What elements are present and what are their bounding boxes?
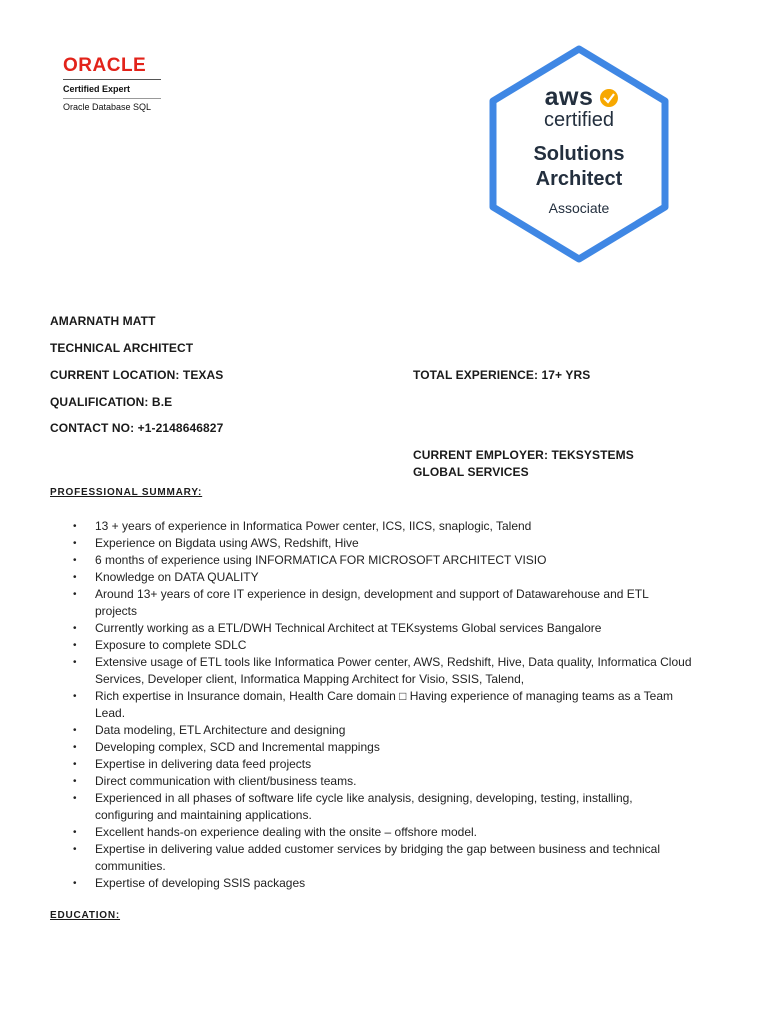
- oracle-divider: [63, 79, 161, 80]
- summary-item: • Knowledge on DATA QUALITY: [73, 569, 693, 586]
- summary-item: • Data modeling, ETL Architecture and designing: [73, 722, 693, 739]
- aws-certified-label: certified: [543, 109, 615, 131]
- oracle-brand: ORACLE: [63, 55, 147, 76]
- current-location: CURRENT LOCATION: TEXAS: [50, 368, 224, 382]
- oracle-divider-2: [63, 98, 161, 99]
- summary-item: • Around 13+ years of core IT experience in design, development and support of Datawarehouse and ETL projects: [73, 586, 693, 620]
- professional-summary-heading: PROFESSIONAL SUMMARY:: [50, 487, 203, 498]
- summary-item: • Exposure to complete SDLC: [73, 637, 693, 654]
- candidate-role: TECHNICAL ARCHITECT: [50, 341, 194, 355]
- summary-item: • Rich expertise in Insurance domain, Health Care domain □ Having experience of managing teams as a Team Lead.: [73, 688, 693, 722]
- summary-item: • Expertise of developing SSIS packages: [73, 875, 693, 892]
- summary-item: • 6 months of experience using INFORMATICA FOR MICROSOFT ARCHITECT VISIO: [73, 552, 693, 569]
- summary-item: • Currently working as a ETL/DWH Technical Architect at TEKsystems Global services Bangalore: [73, 620, 693, 637]
- aws-certification-badge: [487, 45, 671, 263]
- aws-title-line1: Solutions: [533, 143, 625, 165]
- aws-title-line2: Architect: [535, 168, 623, 190]
- current-employer: CURRENT EMPLOYER: TEKSYSTEMS GLOBAL SERVICES: [413, 448, 634, 479]
- professional-summary-list: [73, 518, 693, 892]
- summary-item: • Direct communication with client/business teams.: [73, 773, 693, 790]
- qualification: QUALIFICATION: B.E: [50, 395, 173, 409]
- summary-item: • Expertise in delivering data feed projects: [73, 756, 693, 773]
- summary-item: • Extensive usage of ETL tools like Informatica Power center, AWS, Redshift, Hive, Data quality, Informatica Cloud Services, Developer client, Informatica Mapping Architect for Visio, SSIS, Talend,: [73, 654, 693, 688]
- summary-item: • Expertise in delivering value added customer services by bridging the gap between business and technical communities.: [73, 841, 693, 875]
- contact-number: CONTACT NO: +1-2148646827: [50, 421, 224, 435]
- oracle-certification-logo: [63, 55, 173, 113]
- summary-item: • 13 + years of experience in Informatica Power center, ICS, IICS, snaplogic, Talend: [73, 518, 693, 535]
- total-experience: TOTAL EXPERIENCE: 17+ YRS: [413, 368, 591, 382]
- oracle-certified-expert: Certified Expert: [63, 84, 131, 94]
- candidate-name: AMARNATH MATT: [50, 314, 156, 328]
- aws-level: Associate: [548, 200, 610, 216]
- summary-item: • Developing complex, SCD and Incremental mappings: [73, 739, 693, 756]
- summary-item: • Excellent hands-on experience dealing with the onsite – offshore model.: [73, 824, 693, 841]
- education-heading: EDUCATION:: [50, 910, 121, 921]
- summary-item: • Experienced in all phases of software life cycle like analysis, designing, developing, testing, installing, configuring and maintaining applications.: [73, 790, 693, 824]
- oracle-database-sql: Oracle Database SQL: [63, 102, 152, 112]
- summary-item: • Experience on Bigdata using AWS, Redshift, Hive: [73, 535, 693, 552]
- aws-brand: aws: [544, 83, 594, 111]
